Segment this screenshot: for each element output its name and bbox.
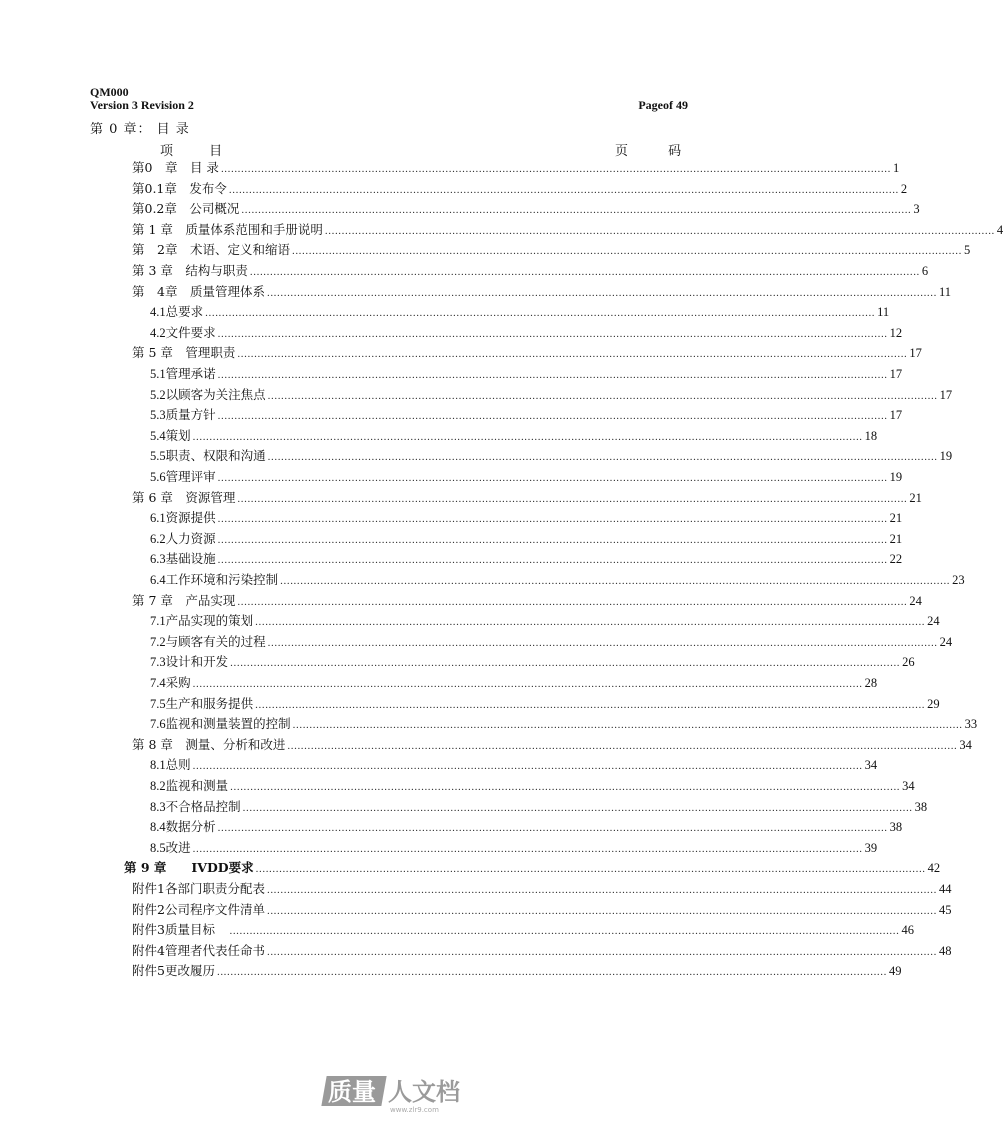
toc-page-number: 18 (864, 428, 878, 443)
toc-page-number: 24 (909, 593, 922, 608)
toc-entry-label: 总要求 (165, 304, 204, 320)
toc-section-number: 8.5 (150, 840, 166, 855)
header-doc-code: QM000 (90, 85, 129, 99)
toc-dot-leader: ........................................................................................................................................................................................................ (324, 224, 995, 237)
toc-dot-leader: ........................................................................................................................................................................................................ (217, 822, 888, 835)
toc-page-number: 3 (913, 202, 920, 217)
toc-entry-label: 附件3质量目标 (132, 922, 228, 938)
toc-chapter-row[interactable] (132, 920, 914, 940)
toc-subsection-row[interactable] (150, 673, 878, 693)
toc-dot-leader: ........................................................................................................................................................................................................ (216, 966, 887, 979)
toc-section-number: 5.5 (150, 449, 166, 464)
toc-dot-leader: ........................................................................................................................................................................................................ (291, 245, 962, 258)
toc-entry-label: 第0.2章 公司概况 (132, 201, 240, 217)
toc-entry-label: 第0 章 目 录 (132, 160, 219, 175)
toc-entry-label: 总则 (165, 757, 191, 773)
toc-page-number: 23 (952, 573, 965, 587)
toc-entry-label: 改进 (165, 839, 191, 855)
toc-page-number: 45 (938, 902, 952, 917)
toc-dot-leader: ........................................................................................................................................................................................................ (287, 739, 958, 752)
toc-page-number: 38 (914, 799, 928, 814)
toc-subsection-row[interactable] (150, 797, 928, 817)
toc-section-number: 8.2 (150, 779, 166, 793)
toc-entry-label: 以顾客为关注焦点 (165, 386, 266, 402)
toc-entry-label: 第 7 章 产品实现 (132, 592, 236, 608)
toc-page-number: 21 (889, 511, 903, 526)
toc-dot-leader: ........................................................................................................................................................................................................ (267, 389, 938, 402)
toc-subsection-row[interactable] (150, 529, 903, 549)
toc-subsection-row[interactable] (150, 549, 903, 569)
toc-dot-leader: ........................................................................................................................................................................................................ (242, 801, 913, 814)
toc-entry-label: 附件5更改履历 (132, 963, 215, 979)
toc-dot-leader: ........................................................................................................................................................................................................ (192, 678, 863, 690)
toc-page-number: 28 (864, 676, 878, 690)
toc-section-number: 5.2 (150, 387, 166, 402)
toc-chapter-row[interactable] (132, 220, 1003, 240)
toc-dot-leader: ........................................................................................................................................................................................................ (228, 183, 899, 196)
toc-dot-leader: ........................................................................................................................................................................................................ (266, 904, 937, 917)
watermark-logo (324, 1072, 474, 1116)
toc-entry-label: 附件2公司程序文件清单 (132, 901, 265, 917)
toc-section-number: 4.1 (150, 305, 166, 320)
toc-section-number: 7.3 (150, 655, 166, 670)
toc-dot-leader: ........................................................................................................................................................................................................ (255, 616, 926, 629)
header-page-info: Pageof 49 (638, 98, 688, 112)
toc-page-number: 19 (889, 470, 903, 484)
toc-dot-leader: ........................................................................................................................................................................................................ (241, 204, 912, 217)
toc-section-number: 8.1 (150, 758, 166, 773)
toc-page-number: 19 (939, 449, 953, 464)
toc-subsection-row[interactable] (150, 838, 878, 858)
toc-subsection-row[interactable] (150, 364, 903, 384)
toc-section-number: 7.6 (150, 717, 166, 732)
toc-subsection-row[interactable] (150, 426, 878, 446)
toc-entry-label: 质量方针 (165, 407, 216, 423)
toc-chapter-row[interactable] (124, 858, 941, 878)
toc-entry-label: 第 2章 术语、定义和缩语 (132, 242, 290, 258)
toc-entry-label: 基础设施 (165, 551, 216, 567)
toc-entry-label: 与顾客有关的过程 (165, 633, 266, 649)
toc-subsection-row[interactable] (150, 467, 903, 487)
toc-entry-label: 附件1各部门职责分配表 (132, 881, 265, 896)
toc-page-number: 11 (938, 284, 952, 299)
toc-dot-leader: ........................................................................................................................................................................................................ (266, 884, 937, 896)
toc-chapter-row[interactable] (132, 240, 971, 260)
toc-page-number: 17 (889, 367, 903, 381)
toc-page-number: 17 (889, 408, 903, 423)
toc-section-number: 6.1 (150, 511, 166, 526)
toc-section-number: 7.1 (150, 614, 166, 629)
toc-chapter-row[interactable] (132, 282, 952, 302)
toc-page-number: 33 (964, 717, 978, 732)
toc-dot-leader: ........................................................................................................................................................................................................ (267, 636, 938, 649)
chapter-heading: 第 0 章： 目 录 (90, 122, 190, 137)
column-header-page: 页 码 (615, 144, 700, 159)
toc-section-number: 5.6 (150, 470, 166, 484)
toc-page-number: 26 (902, 655, 915, 670)
toc-page-number: 46 (901, 923, 914, 938)
toc-dot-leader: ........................................................................................................................................................................................................ (255, 863, 926, 876)
toc-dot-leader: ........................................................................................................................................................................................................ (255, 698, 926, 711)
toc-dot-leader: ........................................................................................................................................................................................................ (266, 286, 937, 299)
toc-entry-label: 管理评审 (165, 469, 216, 484)
toc-section-number: 7.5 (150, 696, 166, 711)
toc-entry-label: 采购 (165, 675, 191, 690)
toc-page-number: 34 (864, 758, 878, 773)
toc-subsection-row[interactable] (150, 755, 878, 775)
toc-entry-label: 监视和测量装置的控制 (165, 716, 291, 732)
toc-chapter-row[interactable] (132, 179, 908, 199)
toc-entry-label: 职责、权限和沟通 (165, 448, 266, 464)
toc-section-number: 4.2 (150, 325, 166, 340)
toc-subsection-row[interactable] (150, 508, 903, 528)
toc-entry-label: 文件要求 (165, 324, 216, 340)
toc-dot-leader: ........................................................................................................................................................................................................ (217, 472, 888, 484)
toc-chapter-row[interactable] (132, 261, 929, 281)
toc-page-number: 21 (909, 490, 922, 505)
toc-page-number: 44 (938, 882, 952, 896)
toc-dot-leader: ........................................................................................................................................................................................................ (217, 369, 888, 381)
toc-page-number: 38 (889, 820, 903, 835)
toc-chapter-row[interactable] (132, 158, 900, 178)
toc-dot-leader: ........................................................................................................................................................................................................ (267, 451, 938, 464)
toc-dot-leader: ........................................................................................................................................................................................................ (266, 945, 937, 958)
toc-section-number: 5.1 (150, 367, 166, 381)
toc-subsection-row[interactable] (150, 323, 903, 343)
toc-page-number: 6 (921, 264, 929, 278)
toc-entry-label: 第 5 章 管理职责 (132, 345, 236, 361)
toc-subsection-row[interactable] (150, 632, 953, 652)
toc-page-number: 21 (889, 531, 903, 546)
toc-dot-leader: ........................................................................................................................................................................................................ (230, 781, 901, 793)
toc-entry-label: 第 4章 质量管理体系 (132, 283, 265, 299)
toc-dot-leader: ........................................................................................................................................................................................................ (237, 348, 908, 361)
toc-section-number: 6.3 (150, 552, 166, 567)
toc-chapter-row[interactable] (132, 961, 902, 981)
toc-page-number: 49 (888, 964, 902, 979)
toc-chapter-row[interactable] (132, 343, 922, 363)
toc-dot-leader: ........................................................................................................................................................................................................ (217, 533, 888, 546)
toc-page-number: 17 (939, 387, 953, 402)
toc-subsection-row[interactable] (150, 570, 965, 590)
toc-subsection-row[interactable] (150, 652, 915, 672)
toc-page-number: 29 (927, 696, 940, 711)
toc-entry-label: 附件4管理者代表任命书 (132, 942, 265, 958)
toc-dot-leader: ........................................................................................................................................................................................................ (237, 595, 908, 608)
toc-dot-leader: ........................................................................................................................................................................................................ (192, 760, 863, 773)
toc-dot-leader: ........................................................................................................................................................................................................ (192, 842, 863, 855)
toc-chapter-row[interactable] (132, 591, 922, 611)
toc-entry-label: 资源提供 (165, 510, 216, 526)
toc-entry-label: 数据分析 (165, 819, 216, 835)
toc-entry-label: 第 6 章 资源管理 (132, 489, 236, 505)
toc-section-number: 7.4 (150, 676, 166, 690)
header-version: Version 3 Revision 2 (90, 98, 194, 112)
toc-dot-leader: ........................................................................................................................................................................................................ (217, 410, 888, 423)
column-header-item: 项 目 (160, 144, 239, 159)
toc-page-number: 24 (939, 634, 953, 649)
toc-chapter-row[interactable] (132, 900, 952, 920)
toc-dot-leader: ........................................................................................................................................................................................................ (249, 266, 920, 278)
toc-entry-label: 产品实现的策划 (165, 613, 254, 629)
toc-page-number: 11 (877, 305, 890, 320)
toc-page-number: 17 (909, 346, 922, 361)
toc-dot-leader: ........................................................................................................................................................................................................ (229, 925, 900, 938)
watermark-text-box: 质量 (328, 1078, 376, 1106)
toc-page-number: 4 (996, 222, 1003, 237)
toc-dot-leader: ........................................................................................................................................................................................................ (205, 307, 876, 320)
toc-section-number: 8.3 (150, 799, 166, 814)
toc-entry-label: 生产和服务提供 (165, 695, 254, 711)
toc-page-number: 22 (889, 552, 903, 567)
toc-page-number: 39 (864, 840, 878, 855)
toc-section-number: 6.2 (150, 531, 166, 546)
toc-chapter-row[interactable] (132, 879, 952, 899)
toc-entry-label: 第 3 章 结构与职责 (132, 263, 248, 278)
toc-page-number: 12 (889, 325, 903, 340)
toc-page-number: 42 (927, 861, 941, 876)
toc-page-number: 5 (963, 243, 971, 258)
toc-subsection-row[interactable] (150, 714, 978, 734)
toc-page-number: 34 (902, 779, 915, 793)
toc-page-number: 48 (938, 943, 952, 958)
toc-subsection-row[interactable] (150, 385, 953, 405)
toc-dot-leader: ........................................................................................................................................................................................................ (217, 327, 888, 340)
toc-subsection-row[interactable] (150, 302, 890, 322)
toc-chapter-row[interactable] (132, 941, 952, 961)
toc-section-number: 5.3 (150, 408, 166, 423)
toc-page-number: 2 (900, 181, 908, 196)
toc-entry-label: 工作环境和污染控制 (165, 572, 279, 587)
toc-dot-leader: ........................................................................................................................................................................................................ (280, 575, 951, 587)
toc-page-number: 24 (927, 614, 940, 629)
toc-subsection-row[interactable] (150, 694, 940, 714)
toc-dot-leader: ........................................................................................................................................................................................................ (192, 430, 863, 443)
toc-dot-leader: ........................................................................................................................................................................................................ (217, 513, 888, 526)
toc-section-number: 7.2 (150, 634, 166, 649)
toc-dot-leader: ........................................................................................................................................................................................................ (292, 719, 963, 732)
toc-dot-leader: ........................................................................................................................................................................................................ (220, 163, 891, 175)
toc-chapter-row[interactable] (132, 199, 920, 219)
toc-dot-leader: ........................................................................................................................................................................................................ (237, 492, 908, 505)
toc-page-number: 1 (892, 161, 900, 175)
toc-subsection-row[interactable] (150, 776, 915, 796)
toc-entry-label: 设计和开发 (165, 654, 229, 670)
toc-entry-label: 人力资源 (165, 530, 216, 546)
toc-entry-label: 策划 (165, 427, 191, 443)
watermark-url: www.zlr9.com (390, 1106, 439, 1114)
toc-entry-label: 不合格品控制 (165, 798, 241, 814)
toc-dot-leader: ........................................................................................................................................................................................................ (217, 554, 888, 567)
toc-subsection-row[interactable] (150, 817, 903, 837)
toc-dot-leader: ........................................................................................................................................................................................................ (230, 657, 901, 670)
toc-entry-label: 第0.1章 发布令 (132, 180, 227, 196)
toc-entry-label: 第 9 章 IVDD要求 (124, 860, 254, 876)
toc-entry-label: 监视和测量 (165, 778, 229, 793)
toc-chapter-row[interactable] (132, 488, 922, 508)
toc-section-number: 6.4 (150, 573, 166, 587)
toc-section-number: 5.4 (150, 428, 166, 443)
toc-chapter-row[interactable] (132, 735, 972, 755)
toc-entry-label: 第 8 章 测量、分析和改进 (132, 736, 286, 752)
toc-page-number: 34 (959, 737, 972, 752)
watermark-text-plain: 人文档 (388, 1078, 460, 1106)
toc-subsection-row[interactable] (150, 446, 953, 466)
toc-subsection-row[interactable] (150, 405, 903, 425)
toc-entry-label: 管理承诺 (165, 366, 216, 381)
toc-section-number: 8.4 (150, 820, 166, 835)
toc-subsection-row[interactable] (150, 611, 940, 631)
toc-entry-label: 第 1 章 质量体系范围和手册说明 (132, 221, 323, 237)
